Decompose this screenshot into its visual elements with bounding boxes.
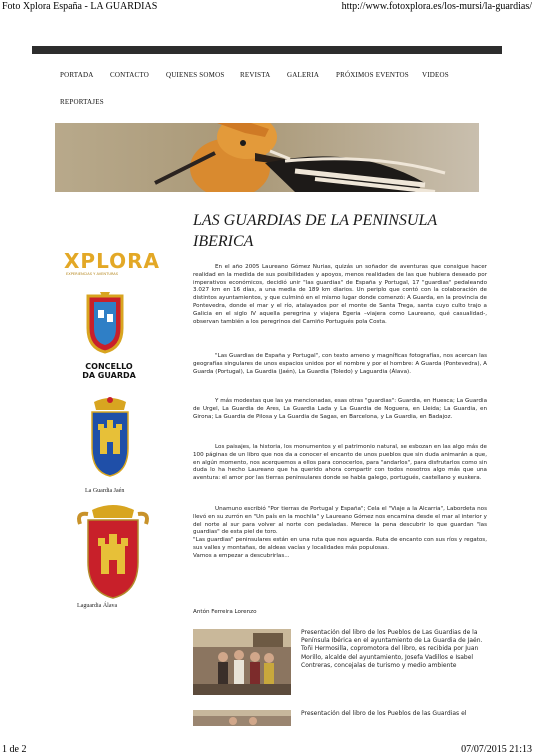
article-signature: Antón Ferreira Lorenzo [193,609,257,615]
article-paragraph-3: Y más modestas que las ya mencionadas, esas otras "guardias": Guardia, en Huesca; La Guardia de Urgel, La Guardia de Ares, La Guardia Lada y La Guardia de Noguera, en Lleida; La Guardia, en Girona; La Guardia de Pilosa y La Guardia de Sagas, en Barcelona, y La Guardia, en Badajoz. [193,398,487,420]
site-top-bar [32,46,502,54]
article-paragraph-2: "Las Guardias de España y Portugal", con texto ameno y magníficas fotografías, nos acercan las geografías singulares de unos espacios unidos por el nombre y por el hombre: A Guarda (Pontevedra), A Guarda (Portugal), La Guardia (Jaén), La Guardia (Toledo) y Laguardia (Álava). [193,353,487,375]
article-paragraph-6: "Las guardias" peninsulares están en una ruta que nos aguarda. Ruta de encanto con sus ríos y regatos, sus valles y montañas, de aldeas vacías y localidades más populosas. [193,537,487,551]
article-title: LAS GUARDIAS DE LA PENINSULA IBERICA [193,212,437,250]
nav-item-galeria[interactable]: GALERIA [287,71,320,79]
article-paragraph-5: Unamuno escribió "Por tierras de Portugal y España"; Cela el "Viaje a la Alcarria", Labordeta nos llevó en su zurrón en "Un país en la mochila" y Laureano Gómez nos encamina desde el mar al interior y del norte al sur para volver al norte con pedaladas. Merece la pena descubrir lo que guardan "las guardias" de esta piel de toro. [193,506,487,536]
jaen-caption: La Guardia Jaén [85,488,125,494]
print-page-title: Foto Xplora España - LA GUARDIAS [2,1,158,12]
print-footer [0,742,534,756]
news-text-1: Presentación del libro de los Pueblos de Las Guardias de la Península Ibérica en el ayuntamiento de La Guardia de Jaén. Toñi Hermosilla, copromotora del libro, es recibida por Juan Morillo, alcalde del ayuntamiento, Josefa Vadillos e Isabel Contreras, concejalas de turismo y medio ambiente [301,629,483,669]
header-banner-image [55,123,479,192]
print-page-number: 1 de 2 [2,744,27,755]
article-paragraph-1: En el año 2005 Laureano Gómez Nurias, quizás un soñador de aventuras que consigue hacer realidad en la medida de sus posibilidades y apoyos, menos realidades de las que hubiera deseado por imperativos económicos, decidió unir "las guardias" de España y Portugal, 17 "guardias" pedaleando 3.027 km en 16 días, a una media de 189 km diarios. Un periplo que contó con la colaboración de distintos ayuntamientos, y que culminó en el mismo lugar donde comenzó: A Guarda, en la provincia de Pontevedra, donde el mar y el río, atalayados por el monte de Santa Trega, santa cuyo culto trajo a Galicia en el siglo IV aquella peregrina y viajera Egeria –viajera como Laureano, qué casualidad-, observan también a los peregrinos del Camiño Portugués pola Costa. [193,264,487,325]
nav-item-revista[interactable]: REVISTA [240,71,271,79]
la-guardia-jaen-shield [86,396,134,480]
news-text-2: Presentación del libro de los Pueblos de las Guardias el [301,710,467,717]
nav-item-proximos-eventos[interactable]: PRÓXIMOS EVENTOS [336,71,409,79]
article-body [193,264,487,326]
xplora-logo-text: XPLORA [64,249,160,273]
hoopoe-bird-image [55,123,479,192]
news-photo-2[interactable] [193,710,291,726]
laguardia-alava-shield [74,500,152,600]
alava-caption: Laguardia Álava [77,603,118,609]
print-datetime: 07/07/2015 21:13 [461,744,532,755]
xplora-logo [62,246,172,278]
concello-da-guarda-shield [84,290,126,354]
news-photo-1[interactable] [193,629,291,695]
concello-label [79,362,139,380]
print-page-url: http://www.fotoxplora.es/los-mursi/la-guardias/ [341,1,532,12]
article-body-5 [193,506,487,561]
nav-item-videos[interactable]: VIDEOS [422,71,449,79]
article-body-2 [193,353,487,376]
nav-item-portada[interactable]: PORTADA [60,71,94,79]
concello-line-1: CONCELLO [85,362,133,371]
xplora-tagline: EXPERIENCIAS Y AVENTURAS [66,272,119,276]
article-body-3 [193,398,487,421]
article-body-4 [193,444,487,483]
print-header [0,0,534,14]
article-paragraph-7: Vamos a empezar a descubrirlas... [193,552,290,559]
nav-item-reportajes[interactable]: REPORTAJES [60,98,104,106]
concello-line-2: DA GUARDA [82,371,136,380]
article-paragraph-4: Los paisajes, la historia, los monumentos y el patrimonio natural, se esbozan en las algo más de 100 páginas de un libro que nos da a conocer el encanto de unos pueblos que sin duda animarán a que, en algún momento, nos acerquemos a ellos para conocerlos, para "andarlos", para disfrutarlos como sin duda lo ha hecho Laureano que ha querido ahora compartir con todos nosotros algo más que una aventura: el amor por las tierras peninsulares donde se habla galego, portugués, castellano y euskera. [193,444,487,482]
nav-item-quienes-somos[interactable]: QUIENES SOMOS [166,71,225,79]
nav-item-contacto[interactable]: CONTACTO [110,71,150,79]
